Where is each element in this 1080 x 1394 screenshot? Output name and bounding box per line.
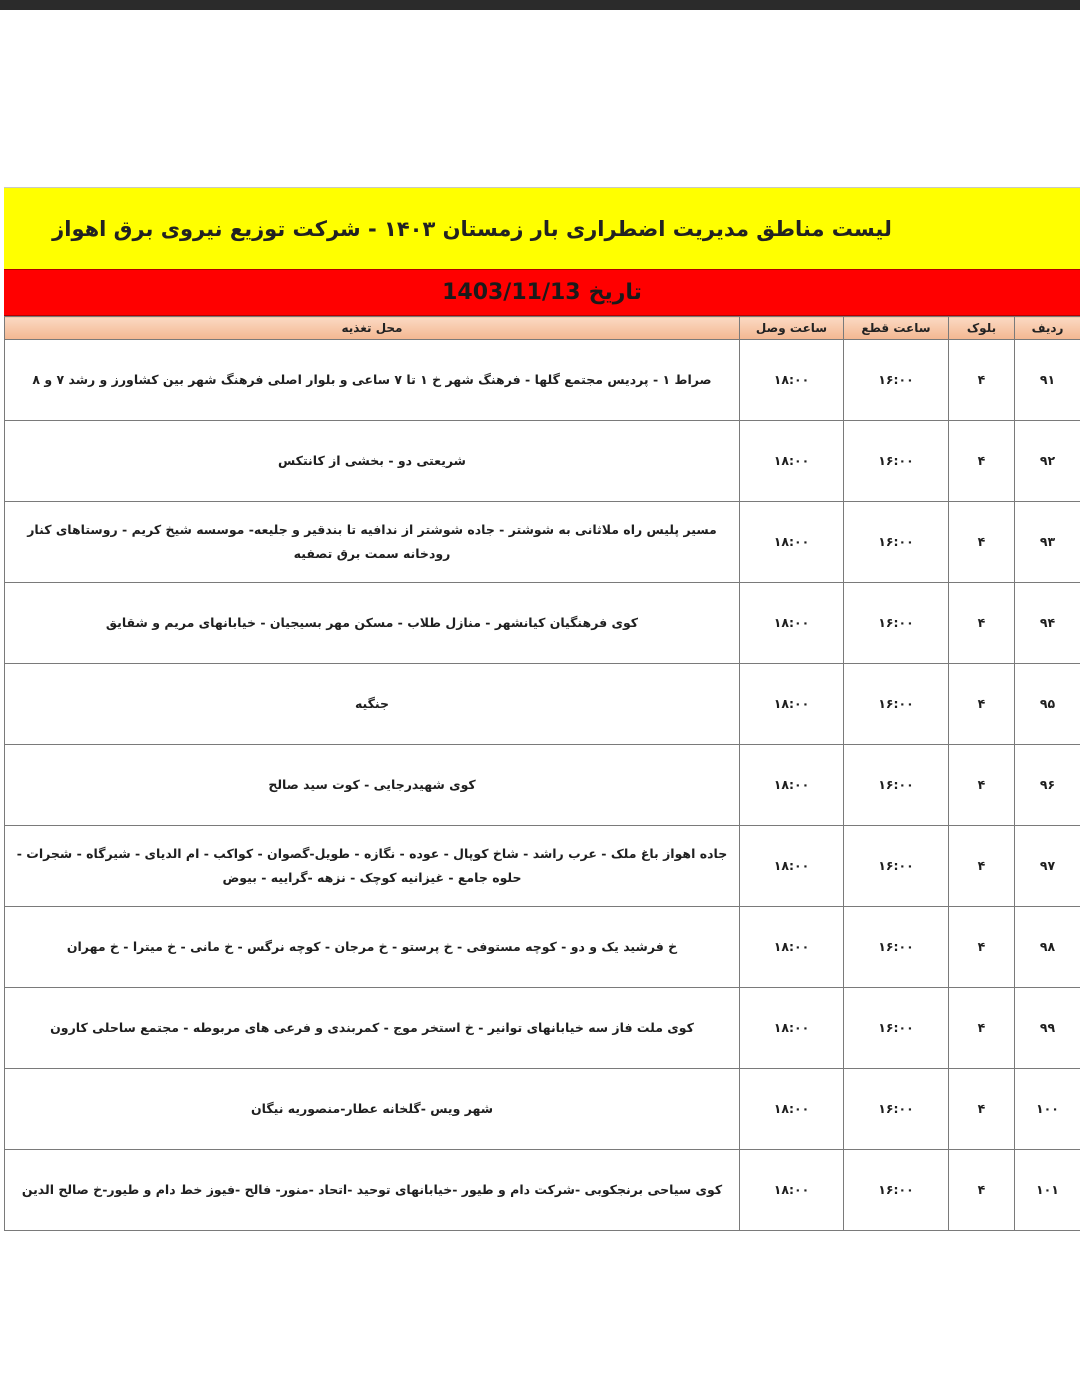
block-cell: ۴ — [949, 826, 1015, 907]
row-number-cell: ۹۸ — [1015, 907, 1080, 988]
cut-time-cell: ۱۶:۰۰ — [844, 664, 949, 745]
cut-time-cell: ۱۶:۰۰ — [844, 340, 949, 421]
cut-time-cell: ۱۶:۰۰ — [844, 421, 949, 502]
row-number-cell: ۹۶ — [1015, 745, 1080, 826]
table-row — [5, 583, 1080, 664]
connect-time-cell: ۱۸:۰۰ — [740, 907, 844, 988]
connect-time-cell: ۱۸:۰۰ — [740, 502, 844, 583]
row-number-cell: ۱۰۱ — [1015, 1150, 1080, 1231]
block-cell: ۴ — [949, 907, 1015, 988]
page-title: لیست مناطق مدیریت اضطراری بار زمستان ۱۴۰۳ - شرکت توزیع نیروی برق اهواز — [52, 216, 892, 241]
block-cell: ۴ — [949, 583, 1015, 664]
block-cell: ۴ — [949, 1150, 1015, 1231]
cut-time-cell: ۱۶:۰۰ — [844, 745, 949, 826]
location-cell: کوی سیاحی برنجکوبی -شرکت دام و طیور -خیابانهای توحید -اتحاد -منور- فالح -فیوز خط دام و طیور-خ صالح الدین — [5, 1150, 740, 1231]
date-banner — [4, 269, 1080, 316]
table-row — [5, 907, 1080, 988]
cut-time-cell: ۱۶:۰۰ — [844, 826, 949, 907]
connect-time-cell: ۱۸:۰۰ — [740, 826, 844, 907]
connect-time-cell: ۱۸:۰۰ — [740, 583, 844, 664]
connect-time-cell: ۱۸:۰۰ — [740, 745, 844, 826]
row-number-cell: ۱۰۰ — [1015, 1069, 1080, 1150]
connect-time-cell: ۱۸:۰۰ — [740, 664, 844, 745]
cut-time-cell: ۱۶:۰۰ — [844, 583, 949, 664]
location-cell: کوی فرهنگیان کیانشهر - منازل طلاب - مسکن مهر بسیجیان - خیابانهای مریم و شقایق — [5, 583, 740, 664]
block-cell: ۴ — [949, 664, 1015, 745]
cut-time-cell: ۱۶:۰۰ — [844, 988, 949, 1069]
cut-time-cell: ۱۶:۰۰ — [844, 502, 949, 583]
table-row — [5, 340, 1080, 421]
header-block: بلوک — [949, 317, 1015, 340]
location-cell: شهر ویس -گلخانه عطار-منصوریه نیگان — [5, 1069, 740, 1150]
row-number-cell: ۹۳ — [1015, 502, 1080, 583]
block-cell: ۴ — [949, 502, 1015, 583]
location-cell: جاده اهواز باغ ملک - عرب راشد - شاخ کوپال - عوده - نگازه - طویل-گصوان - کواکب - ام الدیای - شیرگاه - شجرات - حلوه جامع - غیزانیه کوچک - نزهه -گراییه - بیوض — [5, 826, 740, 907]
block-cell: ۴ — [949, 340, 1015, 421]
connect-time-cell: ۱۸:۰۰ — [740, 1150, 844, 1231]
location-cell: شریعتی دو - بخشی از کانتکس — [5, 421, 740, 502]
table-row — [5, 502, 1080, 583]
title-banner — [4, 187, 1080, 269]
table-row — [5, 1069, 1080, 1150]
header-row-number: ردیف — [1015, 317, 1080, 340]
row-number-cell: ۹۷ — [1015, 826, 1080, 907]
table-row — [5, 664, 1080, 745]
row-number-cell: ۹۵ — [1015, 664, 1080, 745]
cut-time-cell: ۱۶:۰۰ — [844, 1069, 949, 1150]
location-cell: صراط ۱ - پردیس مجتمع گلها - فرهنگ شهر خ ۱ تا ۷ ساعی و بلوار اصلی فرهنگ شهر بین کشاورز و رشد ۷ و ۸ — [5, 340, 740, 421]
connect-time-cell: ۱۸:۰۰ — [740, 988, 844, 1069]
row-number-cell: ۹۲ — [1015, 421, 1080, 502]
connect-time-cell: ۱۸:۰۰ — [740, 340, 844, 421]
date-value: 1403/11/13 — [442, 280, 581, 305]
table-row — [5, 826, 1080, 907]
connect-time-cell: ۱۸:۰۰ — [740, 421, 844, 502]
table-header-row — [5, 317, 1080, 340]
block-cell: ۴ — [949, 988, 1015, 1069]
outage-schedule-sheet — [4, 187, 1080, 1231]
header-location: محل تغذیه — [5, 317, 740, 340]
table-row — [5, 1150, 1080, 1231]
row-number-cell: ۹۴ — [1015, 583, 1080, 664]
cut-time-cell: ۱۶:۰۰ — [844, 907, 949, 988]
location-cell: کوی ملت فاز سه خیابانهای توانیر - خ استخر موج - کمربندی و فرعی های مربوطه - مجتمع ساحلی کارون — [5, 988, 740, 1069]
table-row — [5, 421, 1080, 502]
block-cell: ۴ — [949, 1069, 1015, 1150]
row-number-cell: ۹۱ — [1015, 340, 1080, 421]
block-cell: ۴ — [949, 745, 1015, 826]
table-row — [5, 988, 1080, 1069]
schedule-table — [4, 316, 1080, 1231]
row-number-cell: ۹۹ — [1015, 988, 1080, 1069]
header-connect-time: ساعت وصل — [740, 317, 844, 340]
status-bar — [0, 0, 1080, 10]
table-row — [5, 745, 1080, 826]
location-cell: جنگیه — [5, 664, 740, 745]
location-cell: مسیر پلیس راه ملاثانی به شوشتر - جاده شوشتر از ندافیه تا بندقیر و جلیعه- موسسه شیخ کریم - روستاهای کنار رودخانه سمت برق تصفیه — [5, 502, 740, 583]
date-label: تاریخ — [588, 280, 642, 305]
header-cut-time: ساعت قطع — [844, 317, 949, 340]
block-cell: ۴ — [949, 421, 1015, 502]
location-cell: خ فرشید یک و دو - کوچه مستوفی - خ پرستو - خ مرجان - کوچه نرگس - خ مانی - خ میترا - خ مهران — [5, 907, 740, 988]
cut-time-cell: ۱۶:۰۰ — [844, 1150, 949, 1231]
connect-time-cell: ۱۸:۰۰ — [740, 1069, 844, 1150]
location-cell: کوی شهیدرجایی - کوت سید صالح — [5, 745, 740, 826]
